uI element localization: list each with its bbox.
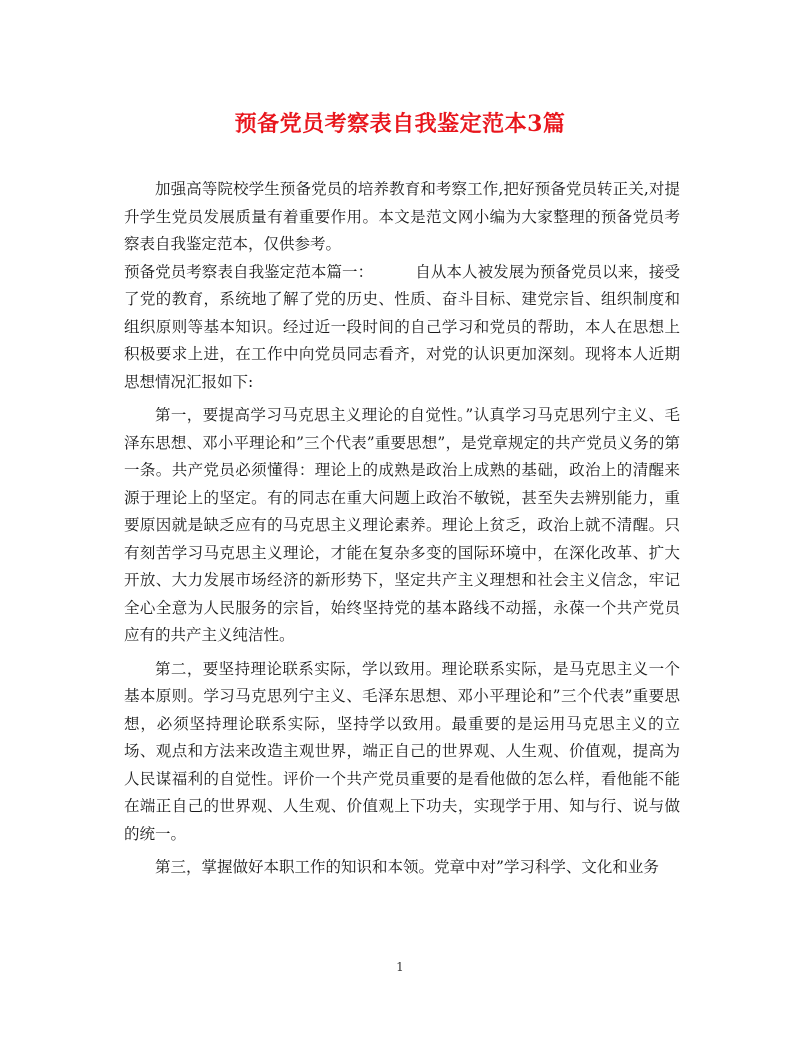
body-paragraph-1: 第一，要提高学习马克思主义理论的自觉性。”认真学习马克思列宁主义、毛泽东思想、邓小平理论和”三个代表”重要思想”，是党章规定的共产党员义务的第一条。共产党员必须懂得：理论上的成熟是政治上成熟的基础，政治上的清醒来源于理论上的坚定。有的同志在重大问题上政治不敏锐，甚至失去辨别能力，重要原因就是缺乏应有的马克思主义理论素养。理论上贫乏，政治上就不清醒。只有刻苦学习马克思主义理论，才能在复杂多变的国际环境中，在深化改革、扩大开放、大力发展市场经济的新形势下，坚定共产主义理想和社会主义信念，牢记全心全意为人民服务的宗旨，始终坚持党的基本路线不动摇，永葆一个共产党员应有的共产主义纯洁性。 — [124, 406, 680, 644]
section-lead-text: 自从本人被发展为预备党员以来，接受了党的教育，系统地了解了党的历史、性质、奋斗目标、建党宗旨、组织制度和组织原则等基本知识。经过近一段时间的自己学习和党员的帮助，本人在思想上积极要求上进，在工作中向党员同志看齐，对党的认识更加深刻。现将本人近期思想情况汇报如下: — [124, 262, 680, 391]
body-paragraph-2: 第二，要坚持理论联系实际，学以致用。理论联系实际，是马克思主义一个基本原则。学习马克思列宁主义、毛泽东思想、邓小平理论和”三个代表”重要思想，必须坚持理论联系实际，坚持学以致用。最重要的是运用马克思主义的立场、观点和方法来改造主观世界，端正自己的世界观、人生观、价值观，提高为人民谋福利的自觉性。评价一个共产党员重要的是看他做的怎么样，看他能不能在端正自己的世界观、人生观、价值观上下功夫，实现学于用、知与行、说与做的统一。 — [124, 659, 680, 843]
section-heading: 预备党员考察表自我鉴定范本篇一： — [124, 262, 374, 281]
intro-paragraph: 加强高等院校学生预备党员的培养教育和考察工作,把好预备党员转正关,对提升学生党员发展质量有着重要作用。本文是范文网小编为大家整理的预备党员考察表自我鉴定范本，仅供参考。 — [124, 180, 680, 253]
document-title: 预备党员考察表自我鉴定范本3篇 — [234, 111, 566, 137]
body-paragraph-3: 第三，掌握做好本职工作的知识和本领。党章中对”学习科学、文化和业务 — [155, 858, 659, 876]
page-number: 1 — [396, 960, 404, 974]
section-one — [124, 259, 680, 397]
document-body — [124, 176, 680, 882]
